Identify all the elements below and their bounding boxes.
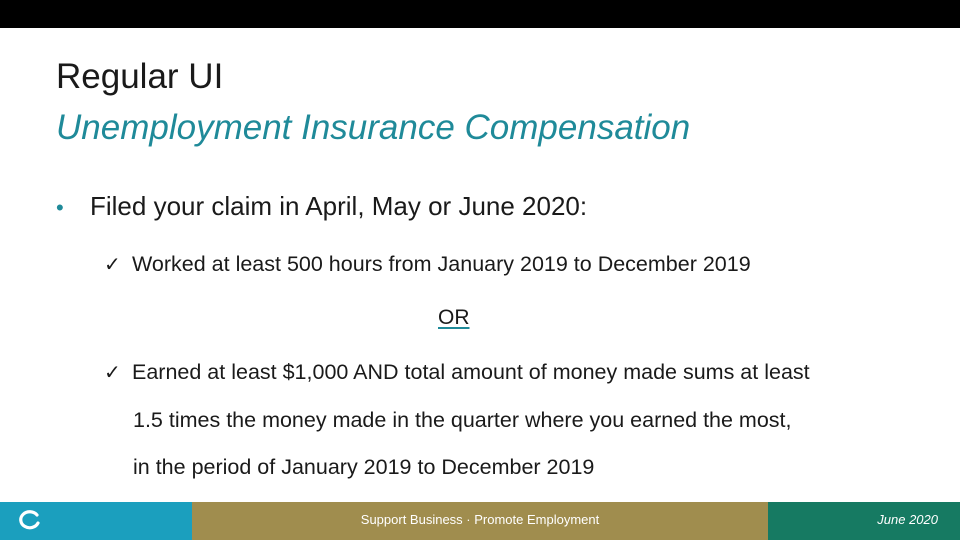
criterion-earnings-line-2: 1.5 times the money made in the quarter where you earned the most, bbox=[133, 408, 792, 432]
checkmark-icon: ✓ bbox=[104, 362, 121, 384]
or-separator: OR bbox=[438, 306, 470, 329]
footer-tagline: Support Business · Promote Employment bbox=[360, 512, 600, 527]
criterion-hours-text: Worked at least 500 hours from January 2019 to December 2019 bbox=[132, 252, 751, 276]
footer-tagline-section bbox=[192, 502, 768, 540]
slide-subtitle: Unemployment Insurance Compensation bbox=[56, 108, 691, 147]
slide-title: Regular UI bbox=[56, 57, 224, 96]
bullet-item bbox=[56, 188, 587, 226]
criterion-earnings-line-3: in the period of January 2019 to December 2019 bbox=[133, 455, 595, 479]
bullet-text: Filed your claim in April, May or June 2020: bbox=[90, 191, 588, 221]
criterion-earnings-line-1: Earned at least $1,000 AND total amount of money made sums at least bbox=[132, 360, 810, 384]
checkmark-icon: ✓ bbox=[104, 254, 121, 276]
circle-logo-icon bbox=[16, 510, 42, 532]
top-bar bbox=[0, 0, 960, 28]
bullet-marker: • bbox=[56, 195, 64, 220]
footer-bar bbox=[0, 502, 960, 540]
footer-date: June 2020 bbox=[877, 512, 938, 527]
footer-logo-section bbox=[0, 502, 192, 540]
footer-date-section bbox=[768, 502, 960, 540]
criterion-earnings bbox=[104, 357, 810, 388]
criterion-hours bbox=[104, 249, 751, 280]
